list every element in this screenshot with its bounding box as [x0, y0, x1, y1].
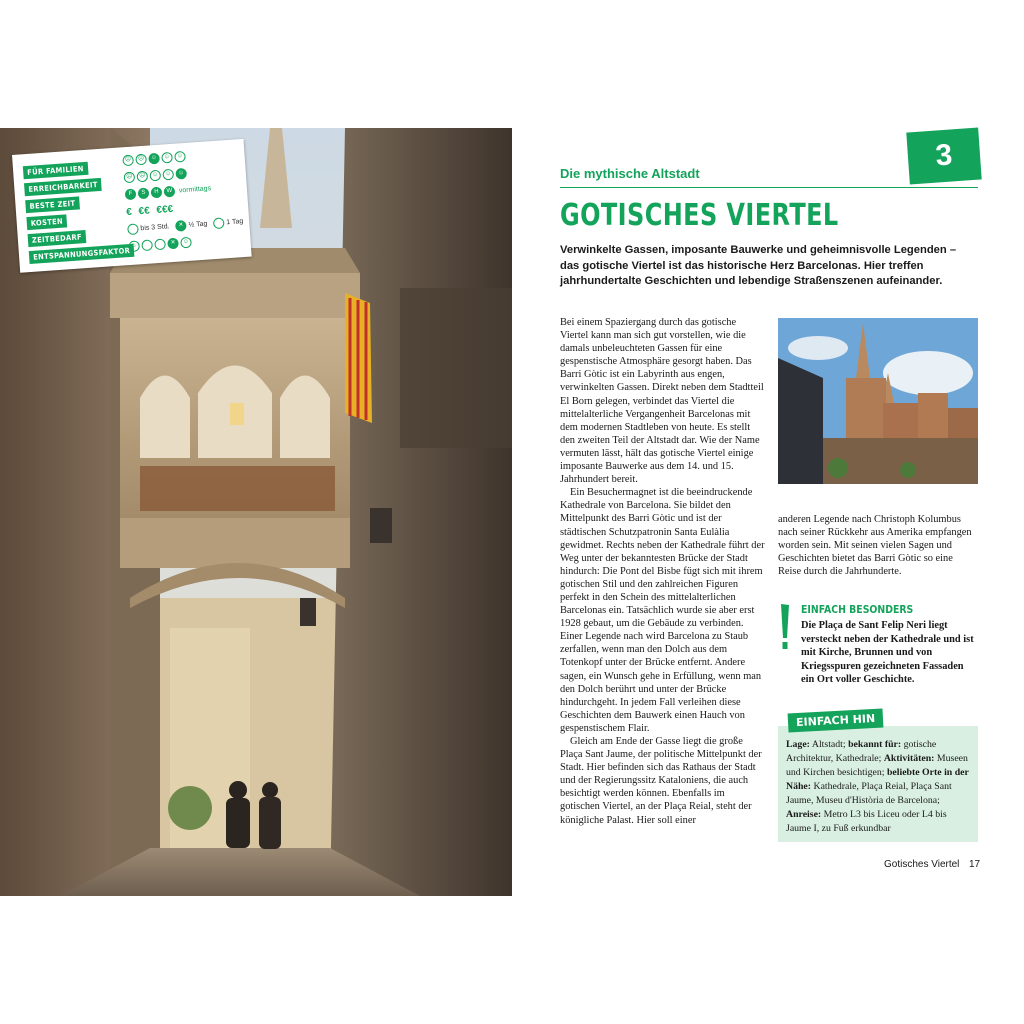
info-label-families: FÜR FAMILIEN [23, 162, 88, 179]
happy-face-icon: ☺ [175, 168, 187, 180]
spring-icon: F [125, 188, 137, 200]
autumn-icon: H [151, 187, 163, 199]
chapter-number-badge: 3 [906, 128, 981, 185]
getting-there-text [786, 738, 974, 836]
body-column-2 [778, 513, 978, 578]
tip-heading: EINFACH BESONDERS [801, 603, 914, 616]
info-row-reachability [24, 178, 102, 196]
families-rating-icons [122, 151, 188, 167]
happy-face-icon: ☺ [174, 151, 186, 163]
exclamation-icon [780, 604, 790, 650]
info-label-relaxation: ENTSPANNUNGSFAKTOR [29, 244, 135, 264]
cost-option-2: €€ [138, 205, 151, 218]
lage-value: Altstadt; [811, 739, 846, 750]
circle-icon [141, 239, 153, 251]
info-row-time-needed [28, 230, 87, 247]
sad-face-icon: ☹ [122, 155, 134, 167]
reachability-rating-icons [123, 168, 189, 184]
relax-icon: ☺ [180, 237, 192, 249]
neutral-face-icon: ☺ [148, 153, 160, 165]
sad-face-icon: ☹ [136, 171, 148, 183]
body-paragraph: Ein Besuchermagnet ist die beeindruckende Kathedrale von Barcelona. Sie bildet den Mittelpunkt des Barri Gòtic und ist der städtischen Schutzpatronin Santa Eulàlia gewidmet. Rechts neben der Kathedrale führt der Weg unter der bekanntesten Brücke der Stadt hindurch: Die Pont del Bisbe fügt sich mit ihrem gotischen Stil und den zahlreichen Figuren perfekt in den Schein des mittelalterlichen Barcelonas ein. Tatsächlich wurde sie aber erst 1928 gebaut, um die Gebäude zu verbinden. Einer Legende nach wird Barcelona zu Staub zerfallen, wenn man den Dolch aus dem Totenkopf unter der Brücke entfernt. Andere sagen, ein Wunsch gehe in Erfüllung, wenn man den Dolch berührt und unter der Brücke hindurchgeht. In jedem Fall verleihen diese Geschichten dem Bauwerk einen Hauch von gespenstischem Flair. [560, 487, 765, 734]
photo-cathedral [778, 318, 978, 484]
orte-label: beliebte Orte in der Nähe: [786, 767, 969, 792]
info-row-families [23, 162, 88, 179]
page-title: GOTISCHES VIERTEL [560, 198, 839, 233]
cathedral-illustration [778, 318, 978, 484]
neutral-face-icon: ☺ [149, 170, 161, 182]
bekannt-label: bekannt für: [848, 739, 902, 750]
cost-option-1: € [125, 206, 133, 219]
happy-face-icon: ☺ [162, 169, 174, 181]
info-rating-card [12, 139, 252, 273]
tip-text: Die Plaça de Sant Felip Neri liegt versteckt neben der Kathedrale und ist mit Kirche, Brunnen und von Kriegsspuren gezeichneten Fassaden ein Ort voller Geschichte. [801, 620, 974, 685]
section-kicker: Die mythische Altstadt [560, 166, 700, 181]
info-label-costs: KOSTEN [26, 214, 67, 230]
aktivitaeten-label: Aktivitäten: [883, 753, 935, 764]
sad-face-icon: ☹ [123, 171, 135, 183]
lage-label: Lage: [786, 739, 810, 750]
info-row-relaxation [29, 244, 135, 264]
info-row-costs [26, 214, 67, 230]
time-option-3: 1 Tag [226, 218, 244, 227]
sad-face-icon: ☹ [135, 154, 147, 166]
getting-there-heading: EINFACH HIN [788, 709, 884, 733]
bekannt-value: gotische Architektur, Kathedrale; [786, 739, 937, 764]
cost-option-3: €€€ [156, 203, 174, 217]
info-label-time-needed: ZEITBEDARF [28, 230, 87, 247]
body-paragraph: Gleich am Ende der Gasse liegt die große Plaça Sant Jaume, der politische Mittelpunkt der Stadt. Hier befinden sich das Rathaus der Stadt und der Regierungssitz Kataloniens, die auch besichtigt werden können. Ebenfalls im gotischen Viertel, an der Plaça Reial, steht der königliche Palast. Hier soll einer [560, 736, 762, 826]
time-needed-options [127, 216, 248, 235]
info-row-best-time [25, 196, 80, 213]
radio-empty-icon [127, 223, 139, 235]
info-label-reachability: ERREICHBARKEIT [24, 178, 102, 196]
lead-paragraph: Verwinkelte Gassen, imposante Bauwerke und geheimnisvolle Legenden – das gotische Viertel ist das historische Herz Barcelonas. Hier treffen jahrhundertalte Geschichten und lebendige Straßenszenen aufeinander. [560, 244, 957, 287]
orte-value: Kathedrale, Plaça Reial, Plaça Sant Jaume, Museu d'Història de Barcelona; [786, 781, 952, 806]
anreise-value: Metro L3 bis Liceu oder L4 bis Jaume I, zu Fuß erkundbar [786, 809, 947, 834]
radio-empty-icon [213, 217, 225, 229]
summer-icon: S [138, 188, 150, 200]
cost-options [126, 204, 178, 219]
stress-icon: ♨ [128, 240, 140, 252]
circle-checked-icon: ✕ [167, 238, 179, 250]
footer-section-title: Gotisches Viertel [884, 859, 960, 870]
body-paragraph: Bei einem Spaziergang durch das gotische Viertel kann man sich gut vorstellen, wie die damals unbeleuchteten Gassen für eine gespenstische Atmosphäre gesorgt haben. Das Barri Gòtic ist ein Labyrinth aus engen, verwinkelten Gassen. Direkt neben dem Stadtteil El Born gelegen, verbindet das Viertel die mittelalterliche Vergangenheit Barcelonas mit dem modernen Stadtleben von heute. Es stellt den zweiten Teil der Altstadt dar. Wie der Name vermuten lässt, hält das gotische Viertel einige imposante Bauwerke aus dem 14. und 15. Jahrhundert bereit. [560, 317, 764, 486]
header-rule [560, 187, 978, 188]
winter-icon: W [164, 186, 176, 198]
time-option-1: bis 3 Std. [140, 223, 170, 233]
anreise-label: Anreise: [786, 809, 822, 820]
radio-checked-icon: ✕ [175, 220, 187, 232]
happy-face-icon: ☺ [161, 152, 173, 164]
time-option-2: ½ Tag [188, 220, 208, 229]
page-number: 17 [969, 859, 981, 870]
info-label-best-time: BESTE ZEIT [25, 196, 80, 213]
body-column-1 [560, 316, 765, 827]
body-paragraph: anderen Legende nach Christoph Kolumbus nach seiner Rückkehr aus Amerika empfangen worden sein. Mit seinen vielen Sagen und Geschichten bietet das Barri Gòtic so eine Reise durch die Jahrhunderte. [778, 514, 972, 578]
best-time-value: vormittags [178, 185, 212, 195]
best-time-icons [125, 183, 216, 200]
relaxation-rating-icons [128, 237, 194, 253]
aktivitaeten-value: Museen und Kirchen besichtigen; [786, 753, 968, 778]
circle-icon [154, 239, 166, 251]
